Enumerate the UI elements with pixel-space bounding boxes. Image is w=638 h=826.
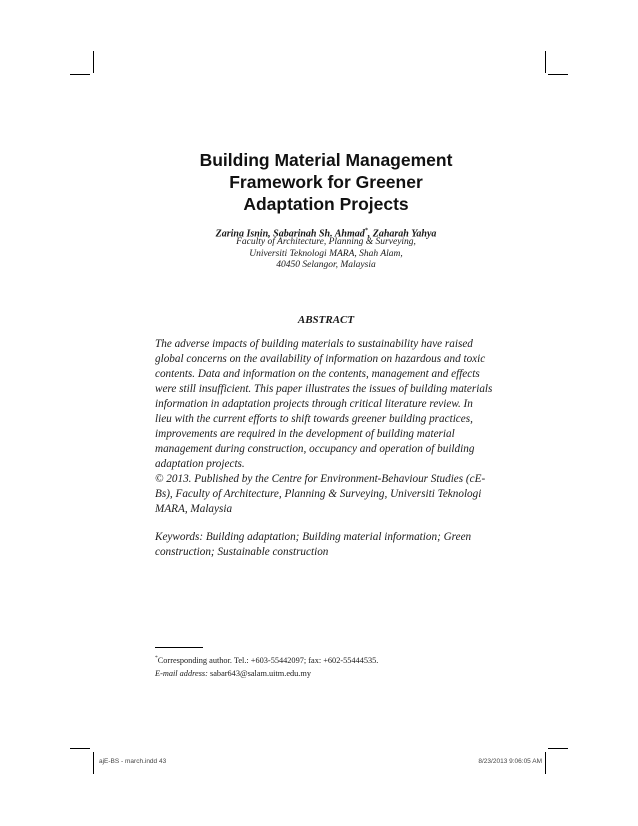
abstract-line: management during construction, occupancy and operation of building xyxy=(155,443,475,455)
abstract-line: The adverse impacts of building materials to sustainability have raised xyxy=(155,338,473,350)
abstract-body xyxy=(155,337,493,472)
slug-timestamp: 8/23/2013 9:06:05 AM xyxy=(478,758,542,765)
authors-text: , Zaharah Yahya xyxy=(367,228,437,240)
footnote-email xyxy=(155,667,495,680)
corresponding-text: Corresponding author. Tel.: +603-55442097; fax: +602-55444535. xyxy=(157,655,379,665)
affiliation xyxy=(150,237,502,272)
keywords-line: Keywords: Building adaptation; Building material information; Green xyxy=(155,531,472,543)
abstract-heading: ABSTRACT xyxy=(297,314,355,326)
keywords xyxy=(155,530,493,560)
corresponding-marker: * xyxy=(364,228,368,234)
keywords-line: construction; Sustainable construction xyxy=(155,546,329,558)
abstract-line: global concerns on the availability of information on hazardous and toxic xyxy=(155,353,486,365)
crop-mark xyxy=(93,752,94,774)
crop-mark xyxy=(548,74,568,75)
footnote-marker: * xyxy=(155,655,158,661)
title-line: Building Material Management xyxy=(199,150,453,170)
title-line: Adaptation Projects xyxy=(243,194,409,214)
abstract-line: information in adaptation projects through critical literature review. In xyxy=(155,398,473,410)
copyright-notice xyxy=(155,472,493,517)
copyright-line: MARA, Malaysia xyxy=(155,503,233,515)
footnote-rule xyxy=(155,647,203,648)
abstract-line: lieu with the current efforts to shift towards greener building practices, xyxy=(155,413,473,425)
abstract-line: adaptation projects. xyxy=(155,458,245,470)
crop-mark xyxy=(70,748,90,749)
abstract-line: improvements are required in the development of building material xyxy=(155,428,455,440)
slug-filename: ajE-BS - march.indd 43 xyxy=(99,758,167,765)
footnote xyxy=(155,652,495,680)
paper-title xyxy=(150,149,502,215)
crop-mark xyxy=(548,748,568,749)
affiliation-line: Universiti Teknologi MARA, Shah Alam, xyxy=(249,248,403,259)
email-label: E-mail address: xyxy=(155,668,208,678)
copyright-line: Bs), Faculty of Architecture, Planning & Surveying, Universiti Teknologi xyxy=(155,488,482,500)
affiliation-line: Faculty of Architecture, Planning & Surveying, xyxy=(236,237,416,247)
abstract-line: were still insufficient. This paper illustrates the issues of building materials xyxy=(155,383,493,395)
authors-text: Zarina Isnin, Sabarinah Sh. Ahmad xyxy=(215,228,365,240)
crop-mark xyxy=(545,752,546,774)
title-line: Framework for Greener xyxy=(229,172,423,192)
affiliation-line: 40450 Selangor, Malaysia xyxy=(276,260,376,270)
abstract-line: contents. Data and information on the contents, management and effects xyxy=(155,368,480,380)
footnote-corresponding xyxy=(155,652,495,667)
crop-mark xyxy=(93,51,94,73)
copyright-line: © 2013. Published by the Centre for Environment-Behaviour Studies (cE- xyxy=(155,473,486,485)
email-address: sabar643@salam.uitm.edu.my xyxy=(207,668,311,678)
crop-mark xyxy=(70,74,90,75)
crop-mark xyxy=(545,51,546,73)
